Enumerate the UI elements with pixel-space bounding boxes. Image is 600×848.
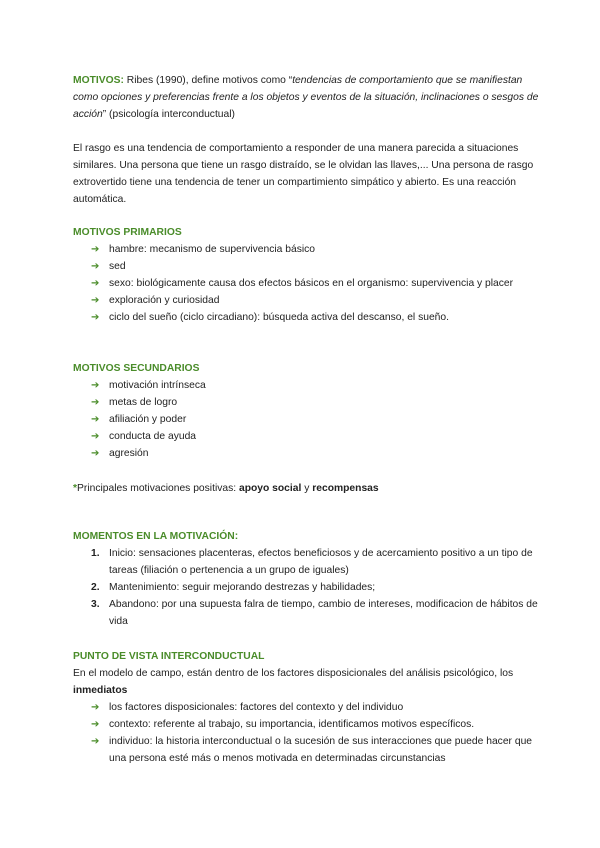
list-item: ➔ afiliación y poder xyxy=(91,411,543,428)
intro-lead: Ribes (1990), define motivos como “ xyxy=(123,75,293,86)
secundarios-title: MOTIVOS SECUNDARIOS xyxy=(73,363,200,374)
arrow-right-icon: ➔ xyxy=(91,261,100,272)
list-item: ➔ sed xyxy=(91,258,543,275)
list-item: ➔ ciclo del sueño (ciclo circadiano): búsqueda activa del descanso, el sueño. xyxy=(91,309,543,326)
rasgo-paragraph: El rasgo es una tendencia de comportamiento a responder de una manera parecida a situaciones similares. Una persona que tiene un rasgo distraído, se le olvidan las llaves,... Una persona de rasgo extrovertido tiene una tendencia de tener un compartimiento simpático y abierto. Es una reacción automática. xyxy=(73,143,534,205)
intro-tail: ” (psicología interconductual) xyxy=(102,109,235,120)
arrow-right-icon: ➔ xyxy=(91,278,100,289)
interconductual-section xyxy=(73,648,543,767)
momentos-title: MOMENTOS EN LA MOTIVACIÓN: xyxy=(73,531,239,542)
arrow-right-icon: ➔ xyxy=(91,702,100,713)
nota-star: * xyxy=(73,483,78,494)
list-item: ➔ conducta de ayuda xyxy=(91,428,543,445)
list-item: ➔ los factores disposicionales: factores del contexto y del individuo xyxy=(91,699,543,716)
arrow-right-icon: ➔ xyxy=(91,397,100,408)
nota-line: *Principales motivaciones positivas: apoyo social y recompensas xyxy=(73,483,379,494)
interconductual-title: PUNTO DE VISTA INTERCONDUCTUAL xyxy=(73,651,265,662)
arrow-right-icon: ➔ xyxy=(91,244,100,255)
arrow-right-icon: ➔ xyxy=(91,414,100,425)
arrow-right-icon: ➔ xyxy=(91,312,100,323)
arrow-right-icon: ➔ xyxy=(91,380,100,391)
intro-paragraph xyxy=(73,72,543,123)
secundarios-list xyxy=(73,377,543,462)
secundarios-section xyxy=(73,360,543,462)
list-item: ➔ exploración y curiosidad xyxy=(91,292,543,309)
intro-quote: tendencias de comportamiento que se manifiestan como opciones y preferencias frente a los objetos y eventos de la situación, inclinaciones o sesgos de acción xyxy=(73,75,539,120)
arrow-right-icon: ➔ xyxy=(91,719,100,730)
intro-label: MOTIVOS: xyxy=(73,75,124,86)
list-item: ➔ metas de logro xyxy=(91,394,543,411)
list-item: ➔ contexto: referente al trabajo, su importancia, identificamos motivos específicos. xyxy=(91,716,543,733)
primarios-title: MOTIVOS PRIMARIOS xyxy=(73,227,182,238)
arrow-right-icon: ➔ xyxy=(91,448,100,459)
arrow-right-icon: ➔ xyxy=(91,295,100,306)
list-item: 3. Abandono: por una supuesta falra de tiempo, cambio de intereses, modificacion de hábitos de vida xyxy=(91,599,538,627)
list-item: 2. Mantenimiento: seguir mejorando destrezas y habilidades; xyxy=(91,582,376,593)
primarios-section xyxy=(73,224,543,326)
momentos-list xyxy=(73,545,543,630)
interconductual-list xyxy=(73,699,543,767)
momentos-section xyxy=(73,528,543,630)
list-item: ➔ individuo: la historia interconductual o la sucesión de sus interacciones que puede hacer que una persona esté más o menos motivada en determinadas circunstancias xyxy=(91,733,543,767)
list-item: 1. Inicio: sensaciones placenteras, efectos beneficiosos y de acercamiento positivo a un tipo de tareas (filiación o pertenencia a un grupo de iguales) xyxy=(91,548,533,576)
interconductual-lead: En el modelo de campo, están dentro de los factores disposicionales del análisis psicológico, los inmediatos xyxy=(73,668,514,696)
list-item: ➔ motivación intrínseca xyxy=(91,377,543,394)
list-item: ➔ sexo: biológicamente causa dos efectos básicos en el organismo: supervivencia y placer xyxy=(91,275,543,292)
list-item: ➔ hambre: mecanismo de supervivencia básico xyxy=(91,241,543,258)
primarios-list xyxy=(73,241,543,326)
arrow-right-icon: ➔ xyxy=(91,736,100,747)
arrow-right-icon: ➔ xyxy=(91,431,100,442)
list-item: ➔ agresión xyxy=(91,445,543,462)
